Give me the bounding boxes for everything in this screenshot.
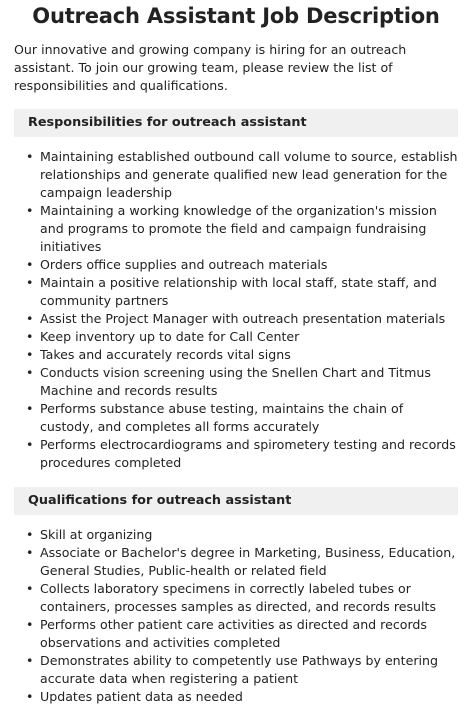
- list-item-text: Maintain a positive relationship with local staff, state staff, and community partners: [40, 275, 437, 308]
- list-item-text: Updates patient data as needed: [40, 689, 243, 704]
- page-title: Outreach Assistant Job Description: [32, 4, 440, 28]
- bullet-icon: •: [26, 437, 34, 452]
- bullet-icon: •: [26, 329, 34, 344]
- list-item-text: Associate or Bachelor's degree in Marketing, Business, Education, General Studies, Public-health or related field: [40, 545, 456, 578]
- list-item: [14, 688, 458, 706]
- list-item: [14, 148, 458, 202]
- list-item: [14, 346, 458, 364]
- qualifications-heading: Qualifications for outreach assistant: [14, 487, 458, 515]
- list-item-text: Demonstrates ability to competently use Pathways by entering accurate data when registering a patient: [40, 653, 439, 686]
- list-item: [14, 616, 458, 652]
- list-item-text: Performs other patient care activities as directed and records observations and activities completed: [40, 617, 427, 650]
- list-item: [14, 652, 458, 688]
- bullet-icon: •: [26, 311, 34, 326]
- list-item: [14, 580, 458, 616]
- qualifications-list: [14, 526, 458, 706]
- bullet-icon: •: [26, 365, 34, 380]
- bullet-icon: •: [26, 257, 34, 272]
- list-item-text: Skill at organizing: [40, 527, 153, 542]
- list-item-text: Orders office supplies and outreach materials: [40, 257, 328, 272]
- bullet-icon: •: [26, 527, 34, 542]
- list-item-text: Assist the Project Manager with outreach presentation materials: [40, 311, 446, 326]
- bullet-icon: •: [26, 653, 34, 668]
- list-item: [14, 256, 458, 274]
- bullet-icon: •: [26, 401, 34, 416]
- list-item-text: Maintaining established outbound call volume to source, establish relationships and generate qualified new lead generation for the campaign leadership: [40, 149, 458, 200]
- bullet-icon: •: [26, 617, 34, 632]
- responsibilities-heading: Responsibilities for outreach assistant: [14, 109, 458, 137]
- list-item: [14, 364, 458, 400]
- list-item: [14, 328, 458, 346]
- list-item: [14, 274, 458, 310]
- bullet-icon: •: [26, 545, 34, 560]
- list-item: [14, 436, 458, 472]
- list-item: [14, 310, 458, 328]
- list-item: [14, 400, 458, 436]
- bullet-icon: •: [26, 581, 34, 596]
- intro-paragraph: Our innovative and growing company is hiring for an outreach assistant. To join our growing team, please review the list of responsibilities and qualifications.: [14, 42, 407, 93]
- list-item: [14, 526, 458, 544]
- list-item-text: Performs electrocardiograms and spirometery testing and records procedures completed: [40, 437, 456, 470]
- responsibilities-list: [14, 148, 458, 472]
- list-item-text: Maintaining a working knowledge of the organization's mission and programs to promote the field and campaign fundraising initiatives: [40, 203, 437, 254]
- bullet-icon: •: [26, 203, 34, 218]
- bullet-icon: •: [26, 347, 34, 362]
- list-item-text: Collects laboratory specimens in correctly labeled tubes or containers, processes samples as directed, and records results: [40, 581, 437, 614]
- list-item-text: Takes and accurately records vital signs: [40, 347, 291, 362]
- list-item-text: Conducts vision screening using the Snellen Chart and Titmus Machine and records results: [40, 365, 431, 398]
- list-item: [14, 544, 458, 580]
- bullet-icon: •: [26, 689, 34, 704]
- list-item-text: Performs substance abuse testing, maintains the chain of custody, and completes all forms accurately: [40, 401, 404, 434]
- bullet-icon: •: [26, 149, 34, 164]
- list-item: [14, 202, 458, 256]
- list-item-text: Keep inventory up to date for Call Center: [40, 329, 300, 344]
- bullet-icon: •: [26, 275, 34, 290]
